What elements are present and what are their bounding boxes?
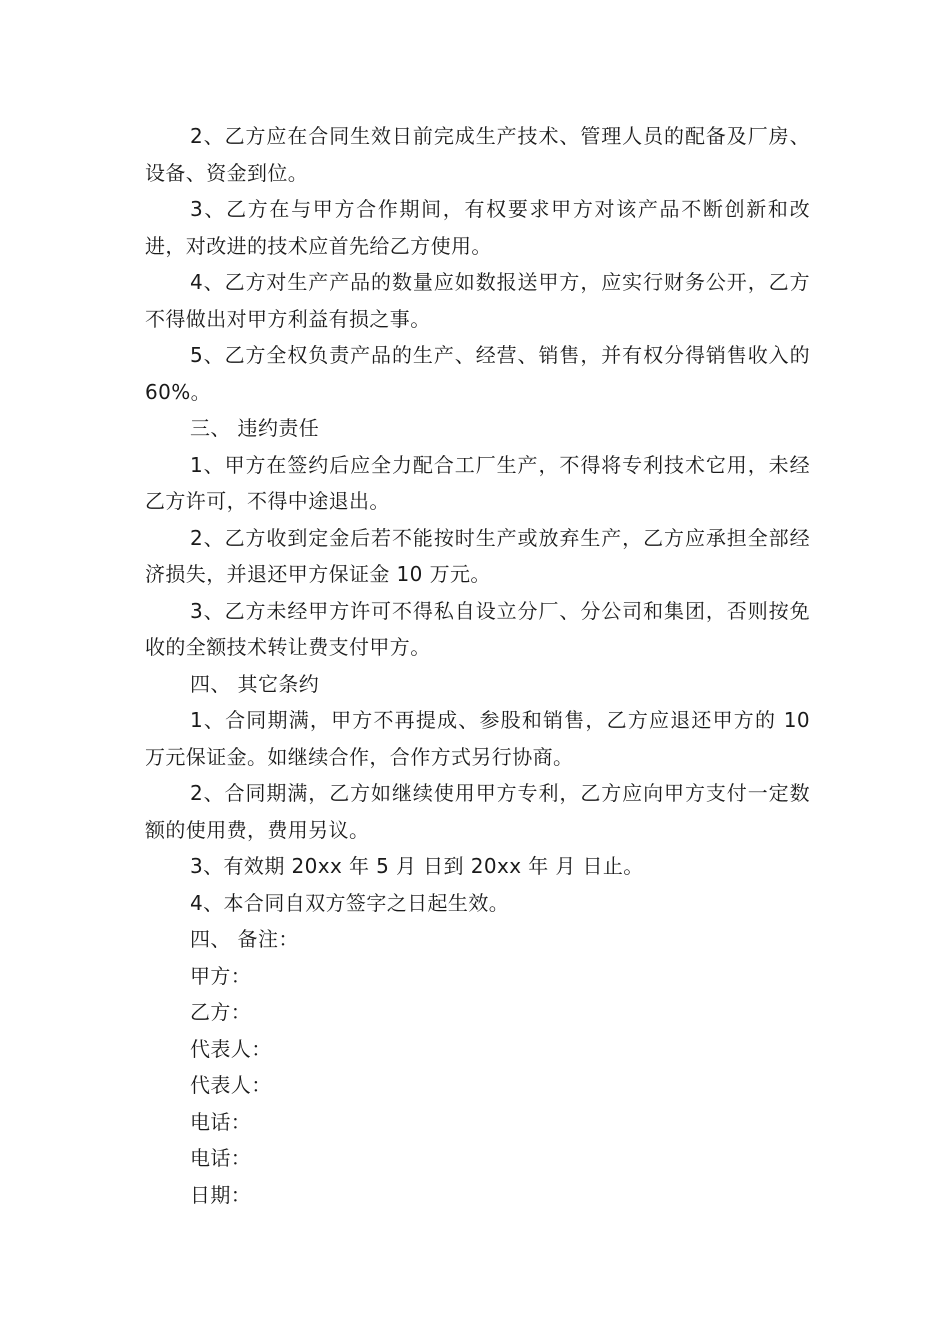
clause-paragraph: 3、有效期 20xx 年 5 月 日到 20xx 年 月 日止。 — [190, 854, 644, 878]
clause-paragraph: 3、乙方未经甲方许可不得私自设立分厂、分公司和集团，否则按免收的全额技术转让费支付甲方。 — [145, 598, 810, 659]
clause-paragraph: 1、合同期满，甲方不再提成、参股和销售，乙方应退还甲方的 10 万元保证金。如继续合作，合作方式另行协商。 — [145, 708, 810, 769]
signature-phone-b: 电话： — [190, 1146, 252, 1170]
signature-phone-a: 电话： — [190, 1109, 252, 1134]
clause-paragraph: 1、甲方在签约后应全力配合工厂生产，不得将专利技术它用，未经乙方许可，不得中途退出。 — [145, 452, 810, 513]
clause-paragraph: 2、乙方应在合同生效日前完成生产技术、管理人员的配备及厂房、设备、资金到位。 — [145, 124, 810, 185]
section-heading-breach: 三、 违约责任 — [190, 416, 320, 440]
signature-date: 日期： — [190, 1182, 252, 1207]
signature-party-a: 甲方： — [190, 963, 252, 988]
clause-paragraph: 3、乙方在与甲方合作期间，有权要求甲方对该产品不断创新和改进，对改进的技术应首先给乙方使用。 — [145, 197, 810, 258]
section-heading-other-terms: 四、 其它条约 — [190, 671, 320, 696]
clause-paragraph: 2、乙方收到定金后若不能按时生产或放弃生产，乙方应承担全部经济损失，并退还甲方保证金 10 万元。 — [145, 525, 810, 586]
signature-representative-a: 代表人： — [190, 1036, 272, 1061]
clause-paragraph: 4、乙方对生产产品的数量应如数报送甲方，应实行财务公开，乙方不得做出对甲方利益有损之事。 — [145, 270, 810, 331]
signature-representative-b: 代表人： — [190, 1073, 272, 1097]
clause-paragraph: 2、合同期满，乙方如继续使用甲方专利，乙方应向甲方支付一定数额的使用费，费用另议。 — [145, 781, 810, 842]
signature-party-b: 乙方： — [190, 1000, 252, 1024]
clause-paragraph: 5、乙方全权负责产品的生产、经营、销售，并有权分得销售收入的 60%。 — [145, 343, 810, 404]
clause-paragraph: 4、本合同自双方签字之日起生效。 — [190, 890, 510, 915]
section-heading-notes: 四、 备注： — [190, 927, 299, 951]
contract-body — [145, 118, 810, 1213]
